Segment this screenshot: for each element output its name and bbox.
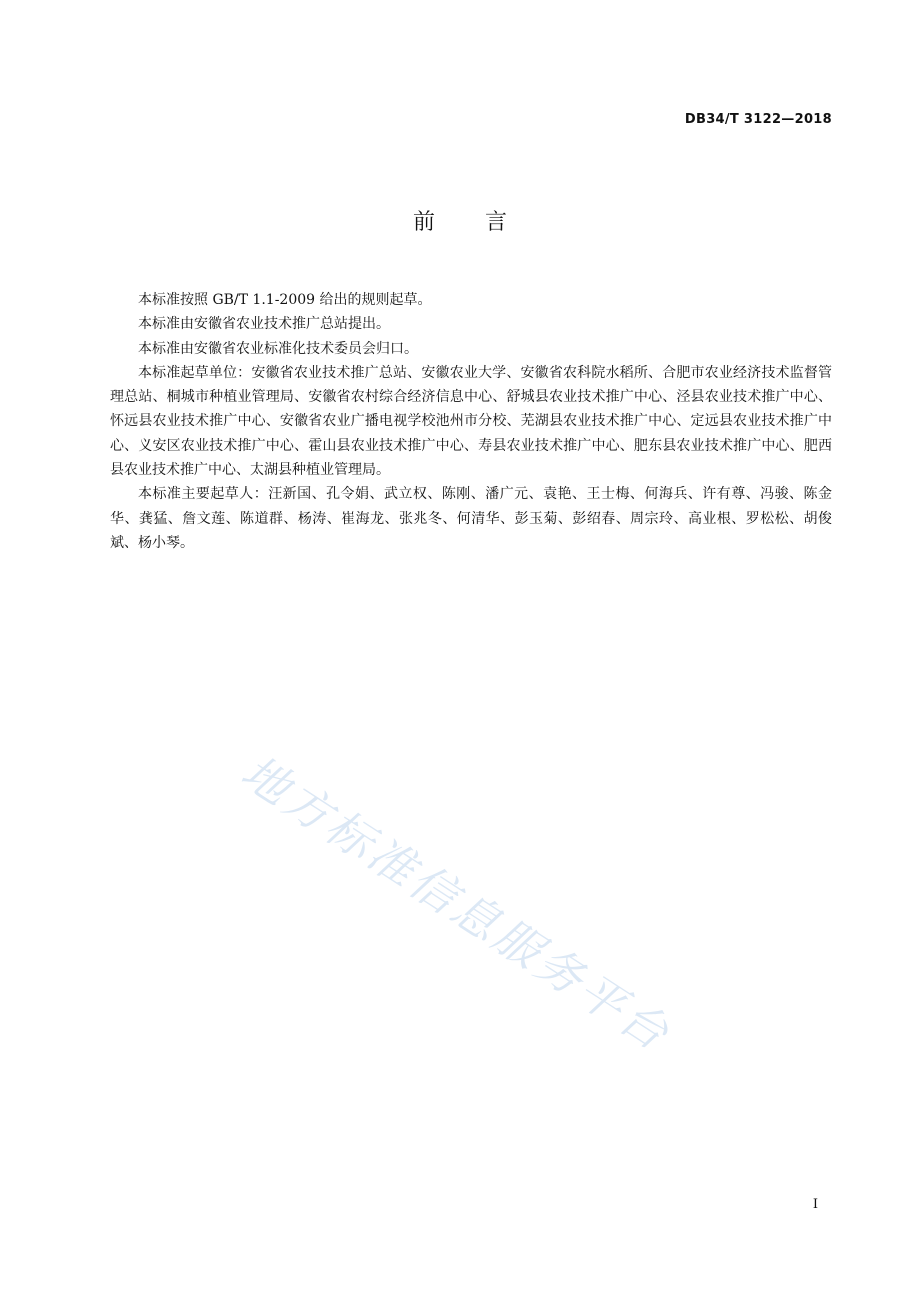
- section-title: 前言: [412, 210, 557, 235]
- paragraph-committee: 本标准由安徽省农业标准化技术委员会归口。: [138, 340, 418, 357]
- paragraph-drafting-units: 本标准起草单位：安徽省农业技术推广总站、安徽农业大学、安徽省农科院水稻所、合肥市农业经济技术监督管理总站、桐城市种植业管理局、安徽省农村综合经济信息中心、舒城县农业技术推广中心、泾县农业技术推广中心、怀远县农业技术推广中心、安徽省农业广播电视学校池州市分校、芜湖县农业技术推广中心、定远县农业技术推广中心、义安区农业技术推广中心、霍山县农业技术推广中心、寿县农业技术推广中心、肥东县农业技术推广中心、肥西县农业技术推广中心、太湖县种植业管理局。: [110, 364, 832, 479]
- page-number: I: [812, 1197, 818, 1212]
- watermark: 地方标准信息服务平台: [232, 744, 681, 1063]
- paragraph-drafters: 本标准主要起草人：汪新国、孔令娟、武立权、陈刚、潘广元、袁艳、王士梅、何海兵、许有尊、冯骏、陈金华、龚猛、詹文莲、陈道群、杨涛、崔海龙、张兆冬、何清华、彭玉菊、彭绍春、周宗玲、高业根、罗松松、胡俊斌、杨小琴。: [110, 486, 832, 551]
- paragraph-proposer: 本标准由安徽省农业技术推广总站提出。: [138, 316, 390, 333]
- document-code: DB34/T 3122—2018: [684, 112, 832, 127]
- foreword-body: [110, 288, 832, 555]
- paragraph-drafting-rules: 本标准按照 GB/T 1.1-2009 给出的规则起草。: [138, 292, 432, 308]
